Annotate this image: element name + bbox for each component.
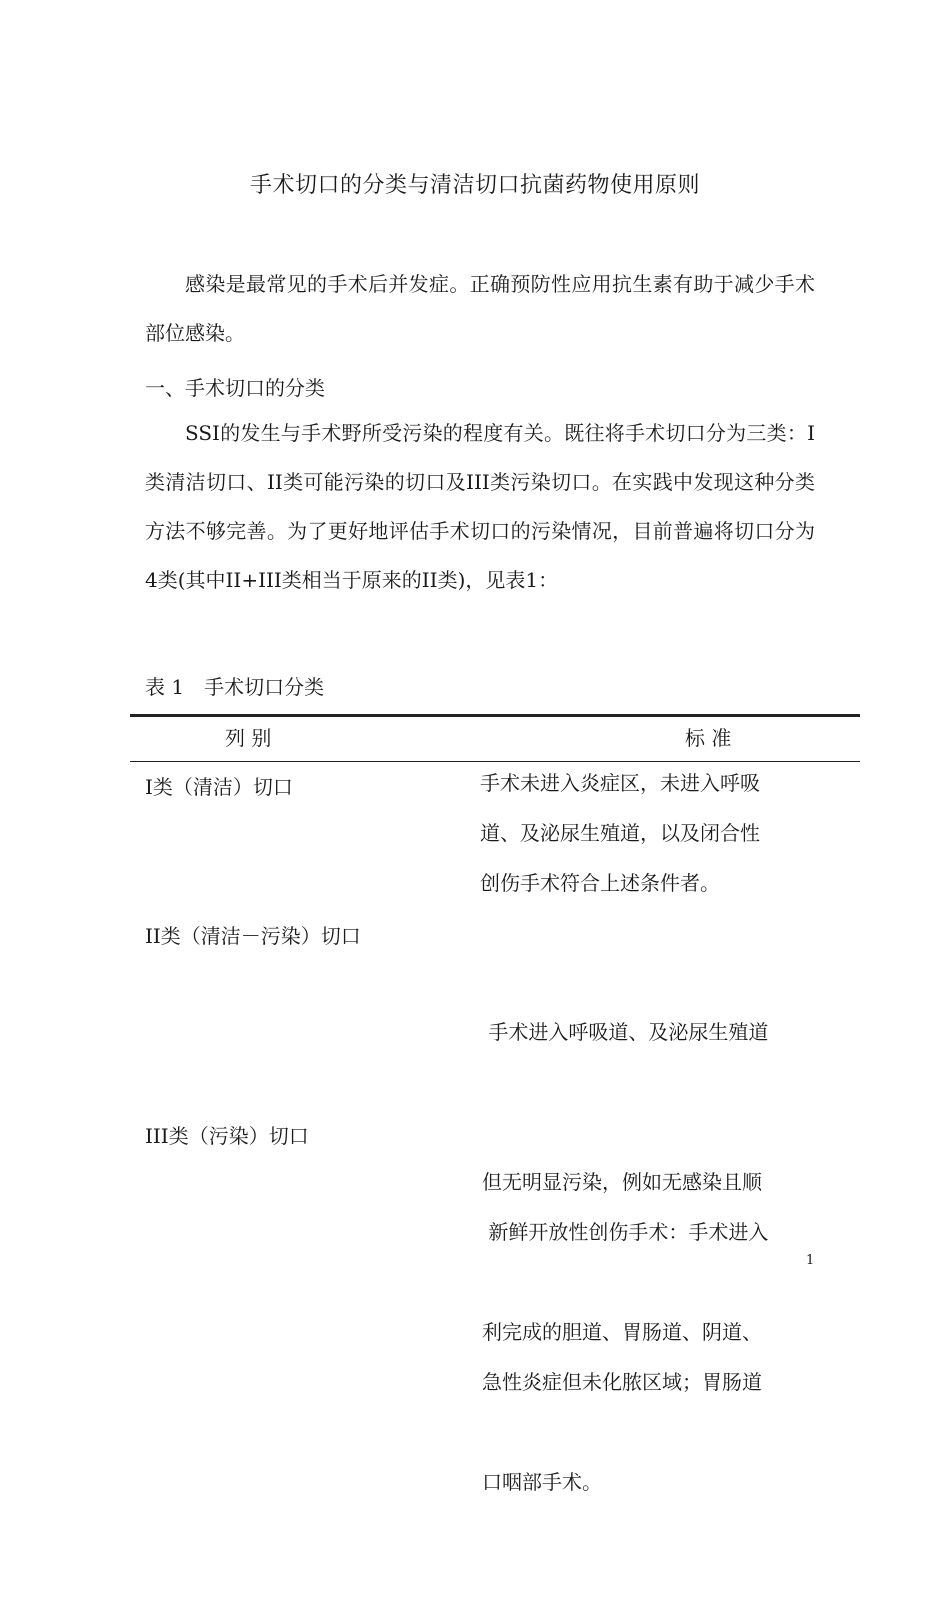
criteria-line: 道、及泌尿生殖道，以及闭合性 [480, 821, 760, 845]
intro-paragraph: 感染是最常见的手术后并发症。正确预防性应用抗生素有助于减少手术部位感染。 [145, 272, 815, 345]
table-header-category: 列 别 [225, 726, 272, 750]
criteria-line: 手术进入呼吸道、及泌尿生殖道 [482, 1020, 769, 1044]
table-caption: 表 1 手术切口分类 [145, 675, 325, 699]
body-paragraph: SSI的发生与手术野所受污染的程度有关。既往将手术切口分为三类：I类清洁切口、II类可能污染的切口及III类污染切口。在实践中发现这种分类方法不够完善。为了更好地评估手术切口的污染情况，目前普遍将切口分为4类(其中II+III类相当于原来的II类)，见表1： [145, 421, 815, 592]
criteria-line: 急性炎症但未化脓区域；胃肠道 [482, 1370, 762, 1394]
section-heading: 一、手术切口的分类 [145, 376, 325, 400]
table-header-criteria: 标 准 [685, 726, 732, 750]
criteria-line: 口咽部手术。 [482, 1470, 602, 1494]
table-row-criteria [480, 758, 810, 908]
criteria-line: 新鲜开放性创伤手术：手术进入 [482, 1220, 769, 1244]
table-row-category: III类（污染）切口 [145, 1124, 309, 1148]
criteria-line: 但无明显污染，例如无感染且顺 [482, 1170, 762, 1194]
table-row-criteria [482, 1107, 815, 1507]
table-top-rule [130, 714, 860, 717]
page-number: 1 [806, 1253, 815, 1268]
table-row-category: I类（清洁）切口 [145, 775, 293, 799]
criteria-line: 手术未进入炎症区，未进入呼吸 [480, 771, 760, 795]
table-row-category: II类（清洁－污染）切口 [145, 924, 361, 948]
criteria-line: 创伤手术符合上述条件者。 [480, 871, 720, 895]
criteria-line: 利完成的胆道、胃肠道、阴道、 [482, 1320, 762, 1344]
document-title: 手术切口的分类与清洁切口抗菌药物使用原则 [249, 173, 700, 198]
